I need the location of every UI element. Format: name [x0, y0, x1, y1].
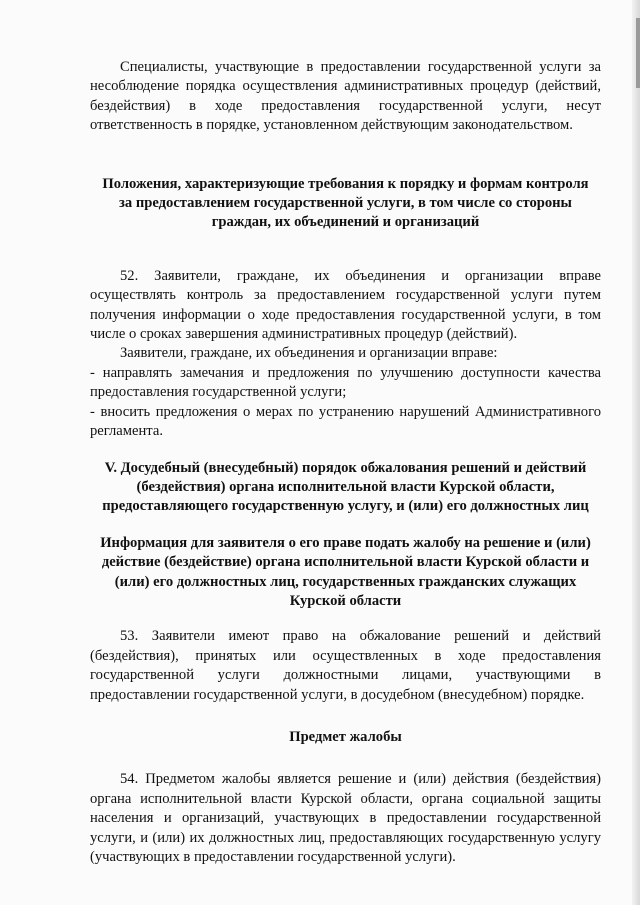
paragraph-specialists-responsibility: Специалисты, участвующие в предоставлении государственной услуги за несоблюдение порядка осуществления административных процедур (действий, бездействия) в ходе предоставления государственной услуги, несут ответственность в порядке, установленном действующим законодательством. [90, 59, 601, 134]
paragraph-52: 52. Заявители, граждане, их объединения и организации вправе осуществлять контроль за предоставлением государственной услуги путем получения информации о ходе предоставления государственной услуги, в том числе о сроках завершения административных процедур (действий). [90, 267, 601, 343]
heading-control-requirements: Положения, характеризующие требования к порядку и формам контроля за предоставлением государственной услуги, в том числе со стороны граждан, их объединений и организаций [102, 175, 589, 231]
paragraph-52-item-2: - вносить предложения о мерах по устранению нарушений Административного регламента. [90, 403, 601, 440]
page-edge-shadow [632, 0, 640, 905]
document-body [90, 52, 601, 867]
paragraph-52-item-1: - направлять замечания и предложения по улучшению доступности качества предоставления государственной услуги; [90, 364, 601, 401]
paragraph-52-rights-intro: Заявители, граждане, их объединения и организации вправе: [120, 345, 498, 362]
heading-complaint-subject: Предмет жалобы [289, 728, 402, 745]
heading-complaint-info: Информация для заявителя о его праве подать жалобу на решение и (или) действие (бездействие) органа исполнительной власти Курской области и (или) его должностных лиц, государственных гражданских служащих Курской области [100, 534, 591, 609]
heading-section-5: V. Досудебный (внесудебный) порядок обжалования решений и действий (бездействия) органа исполнительной власти Курской области, предоставляющего государственную услугу, и (или) его должностных лиц [102, 459, 589, 515]
scan-edge-mark [636, 18, 640, 88]
paragraph-53: 53. Заявители имеют право на обжалование решений и действий (бездействия), принятых или осуществленных в ходе предоставления государственной услуги должностными лицами, участвующими в предоставлении государственной услуги, в досудебном (внесудебном) порядке. [90, 628, 601, 703]
paragraph-54: 54. Предметом жалобы является решение и (или) действия (бездействия) органа исполнительной власти Курской области, органа социальной защиты населения и организаций, участвующих в предоставлении государственной услуги, и (или) их должностных лиц, предоставляющих государственную услугу (участвующих в предоставлении государственной услуги). [90, 771, 601, 865]
